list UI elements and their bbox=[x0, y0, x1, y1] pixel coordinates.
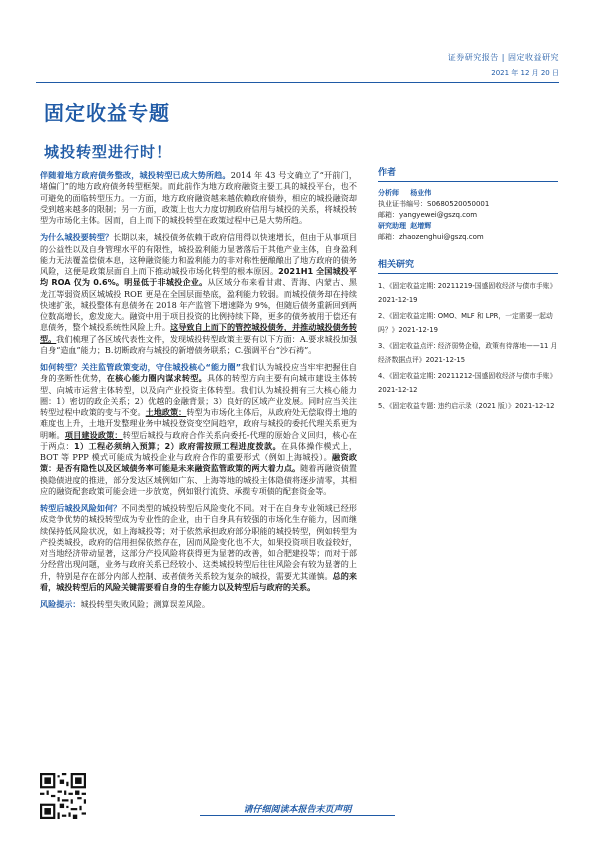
paragraph-text: 转型后城投与政府合作关系向委托-代理的原始合义回归，核心在于两点： bbox=[40, 429, 357, 451]
authors-heading: 作者 bbox=[378, 165, 558, 182]
license-number: 执业证书编号：S0680520050001 bbox=[378, 200, 490, 208]
related-report-item[interactable]: 2、《固定收益定期: OMO、MLF 和 LPR，一定需要一起动吗？》2021-12-19 bbox=[378, 312, 553, 334]
header-divider bbox=[36, 82, 559, 83]
related-report-item[interactable]: 1、《固定收益定期: 20211219-国盛固收经济与债市手账》2021-12-19 bbox=[378, 282, 557, 304]
paragraph-text: 我们梳理了各区域代表性文件，发现城投转型政策主要有以下方面：A.要求城投加强自身“造血”能力；B.切断政府与城投的新增债务联系；C.强调平台“沙石祷”。 bbox=[40, 333, 357, 355]
risk-warning bbox=[40, 599, 357, 610]
related-report-item[interactable]: 4、《固定收益定期: 20211212-国盛固收经济与债市手账》2021-12-12 bbox=[378, 372, 557, 394]
related-report-item[interactable]: 3、《固定收益点评: 经济弱势企稳，政策有待落地——11 月经济数据点评》2021-12-15 bbox=[378, 342, 558, 364]
paragraph-lead: 风险提示： bbox=[40, 599, 81, 609]
paragraph-lead: 转型后城投风险如何？ bbox=[40, 503, 122, 513]
sidebar bbox=[378, 165, 558, 417]
paragraph-underline: 土地政策： bbox=[145, 407, 187, 417]
assistant-row bbox=[378, 221, 558, 232]
related-report-item[interactable]: 5、《固定收益专题: 违约启示录（2021 版）》2021-12-12 bbox=[378, 402, 555, 410]
paragraph-emphasis: 融资政策：是否有隐性以及区域债务率可能是未来融资监管政策的两大着力点。 bbox=[40, 452, 357, 474]
paragraph-emphasis: 2021H1 全国城投平均 ROA 仅为 0.6%。明显低于非城投企业。 bbox=[40, 266, 357, 288]
paragraph-text: 在具体操作模式上，BOT 等 PPP 模式可能成为城投企业与政府合作的重要形式（例如上海城投）。 bbox=[40, 440, 357, 462]
paragraph-underline: 项目建设政策： bbox=[64, 429, 123, 440]
paragraph-lead: 如何转型？关注监管政策变动，守住城投核心“能力圈” bbox=[40, 362, 242, 372]
analyst-email[interactable]: 邮箱：yangyewei@gszq.com bbox=[378, 211, 478, 219]
paragraph-lead: 为什么城投要转型？ bbox=[40, 232, 114, 243]
paragraph-text: 2014 年 43 号文确立了“开前门，堵偏门”的地方政府债务转型框架。而此前作为地方政府融资主要工具的城投平台，也不可避免的面临转型压力。一方面，地方政府融资越来越依赖政府债券，相应的城投融资却受到越来越多的限制；另一方面，政策上也大力度切割政府信用与城投的关系，将城投转型为市场化主体。因而，自上而下的城投转型在政策过程中已是大势所趋。 bbox=[40, 170, 357, 225]
paragraph-text: 长期以来，城投债务依赖于政府信用得以快速增长，但由于从事项目的公益性以及自身管理水平的有限性，城投盈利能力显著落后于其他产业主体，自身盈利能力无法覆盖偿债本息，这种融资能力和盈利能力的非对称性便酿酿出了地方政府的债务风险，这便是政策层面自上而下推动城投市场化转型的根本原因。 bbox=[40, 232, 357, 276]
summary-body bbox=[40, 170, 357, 616]
summary-paragraph-3 bbox=[40, 362, 357, 497]
report-title: 固定收益专题 bbox=[44, 101, 170, 125]
paragraph-lead: 伴随着地方政府债务整改，城投转型已成大势所趋。 bbox=[40, 170, 231, 180]
paragraph-text: 从区域分布来看甘肃、青海、内蒙古、黑龙江等弱资质区城城投 ROE 更是在全国层面垫底，盈利能力较弱。而城投债务却在持续快速扩张，城投整体有息债务在 2018 年产监管下增速降为 9%，但随后债务重新回到两位数高增长，愈发庞大。融资中用于项目投资的比例持续下降，更多的债务被用于偿还有息债务，整个城投系统性风险上升。 bbox=[40, 277, 357, 333]
related-research-list bbox=[378, 280, 558, 414]
assistant-role: 研究助理 bbox=[378, 222, 406, 230]
footer-disclaimer: 请仔细阅读本报告末页声明 bbox=[243, 805, 352, 815]
analyst-row bbox=[378, 188, 558, 199]
paragraph-text: 我们认为城投应当牢牢把握住自身的垄断性优势， bbox=[40, 362, 357, 384]
summary-paragraph-4 bbox=[40, 503, 357, 593]
analyst-name: 杨业伟 bbox=[410, 189, 432, 197]
paragraph-text: 转型为市场化主体后，从政府处无偿取得土地的难度也上升，土地开发整理业务中城投登资变空间趋窄，政府与城投的委托代理关系更为明晰。 bbox=[40, 407, 357, 440]
paragraph-text: 具体的转型方向主要有向城市建设主体转型、向城市运营主体转型，以及向产业投资主体转型。我们认为城投拥有三大核心能力圈：1）密切的政企关系；2）优越的金融背景；3）良好的区域产业发展。同时应当关注转型过程中政策的变与不变。 bbox=[40, 373, 357, 417]
paragraph-text: 随着再融资债置换隐债进度的推进，部分发达区域例如广东、上海等地的城投主体隐债将逐步清零，其相应的融资配套政策可能会进一步放宽，例如银行流贷、承揽专项债的配套资金等。 bbox=[40, 463, 357, 496]
paragraph-text: 不同类型的城投转型后风险变化不同。对于在自身专业领域已经形成竞争优势的城投转型成为专业性的企业，由于自身具有较强的市场化生存能力，因而继续保持低风险状况，如上海城投等；对于依然承担政府部分职能的城投转型，例如转型为产投类城投，政府的信用担保依然存在，因而风险变化也不大，如果投资项目收益较好，对当地经济带动显著，这部分产投风险将获得更为显著的改善，如合肥建投等；而对于部分经营出现问题，业务与政府关系已经较小、这类城投转型后往往风险会有较为显著的上升，特别是存在部分内部人控制、或者债务关系较为复杂的城投，需要尤其谨慎。 bbox=[40, 503, 357, 581]
paragraph-emphasis: 总的来看，城投转型后的风险关键需要看自身的生存能力以及转型后与政府的关系。 bbox=[40, 570, 357, 592]
report-date: 2021 年 12 月 20 日 bbox=[491, 69, 559, 77]
analyst-role: 分析师 bbox=[378, 189, 399, 197]
related-research-heading: 相关研究 bbox=[378, 257, 558, 274]
report-category: 证券研究报告 | 固定收益研究 bbox=[447, 53, 559, 62]
paragraph-emphasis: 1）工程必须纳入预算；2）政府需按照工程进度拨款。 bbox=[73, 440, 281, 451]
summary-paragraph-1 bbox=[40, 170, 357, 226]
assistant-name: 赵增辉 bbox=[410, 222, 432, 230]
paragraph-emphasis: 在核心能力圈内谋求转型。 bbox=[106, 373, 207, 384]
report-subtitle: 城投转型进行时！ bbox=[44, 143, 173, 161]
paragraph-underline: 这导致自上而下的管控城投债务，并推动城投债务转型。 bbox=[40, 322, 357, 344]
footer-divider bbox=[200, 815, 395, 816]
paragraph-text: 城投转型失败风险；测算误差风险。 bbox=[80, 599, 210, 609]
summary-paragraph-2 bbox=[40, 232, 357, 356]
assistant-email[interactable]: 邮箱：zhaozenghui@gszq.com bbox=[378, 233, 484, 241]
